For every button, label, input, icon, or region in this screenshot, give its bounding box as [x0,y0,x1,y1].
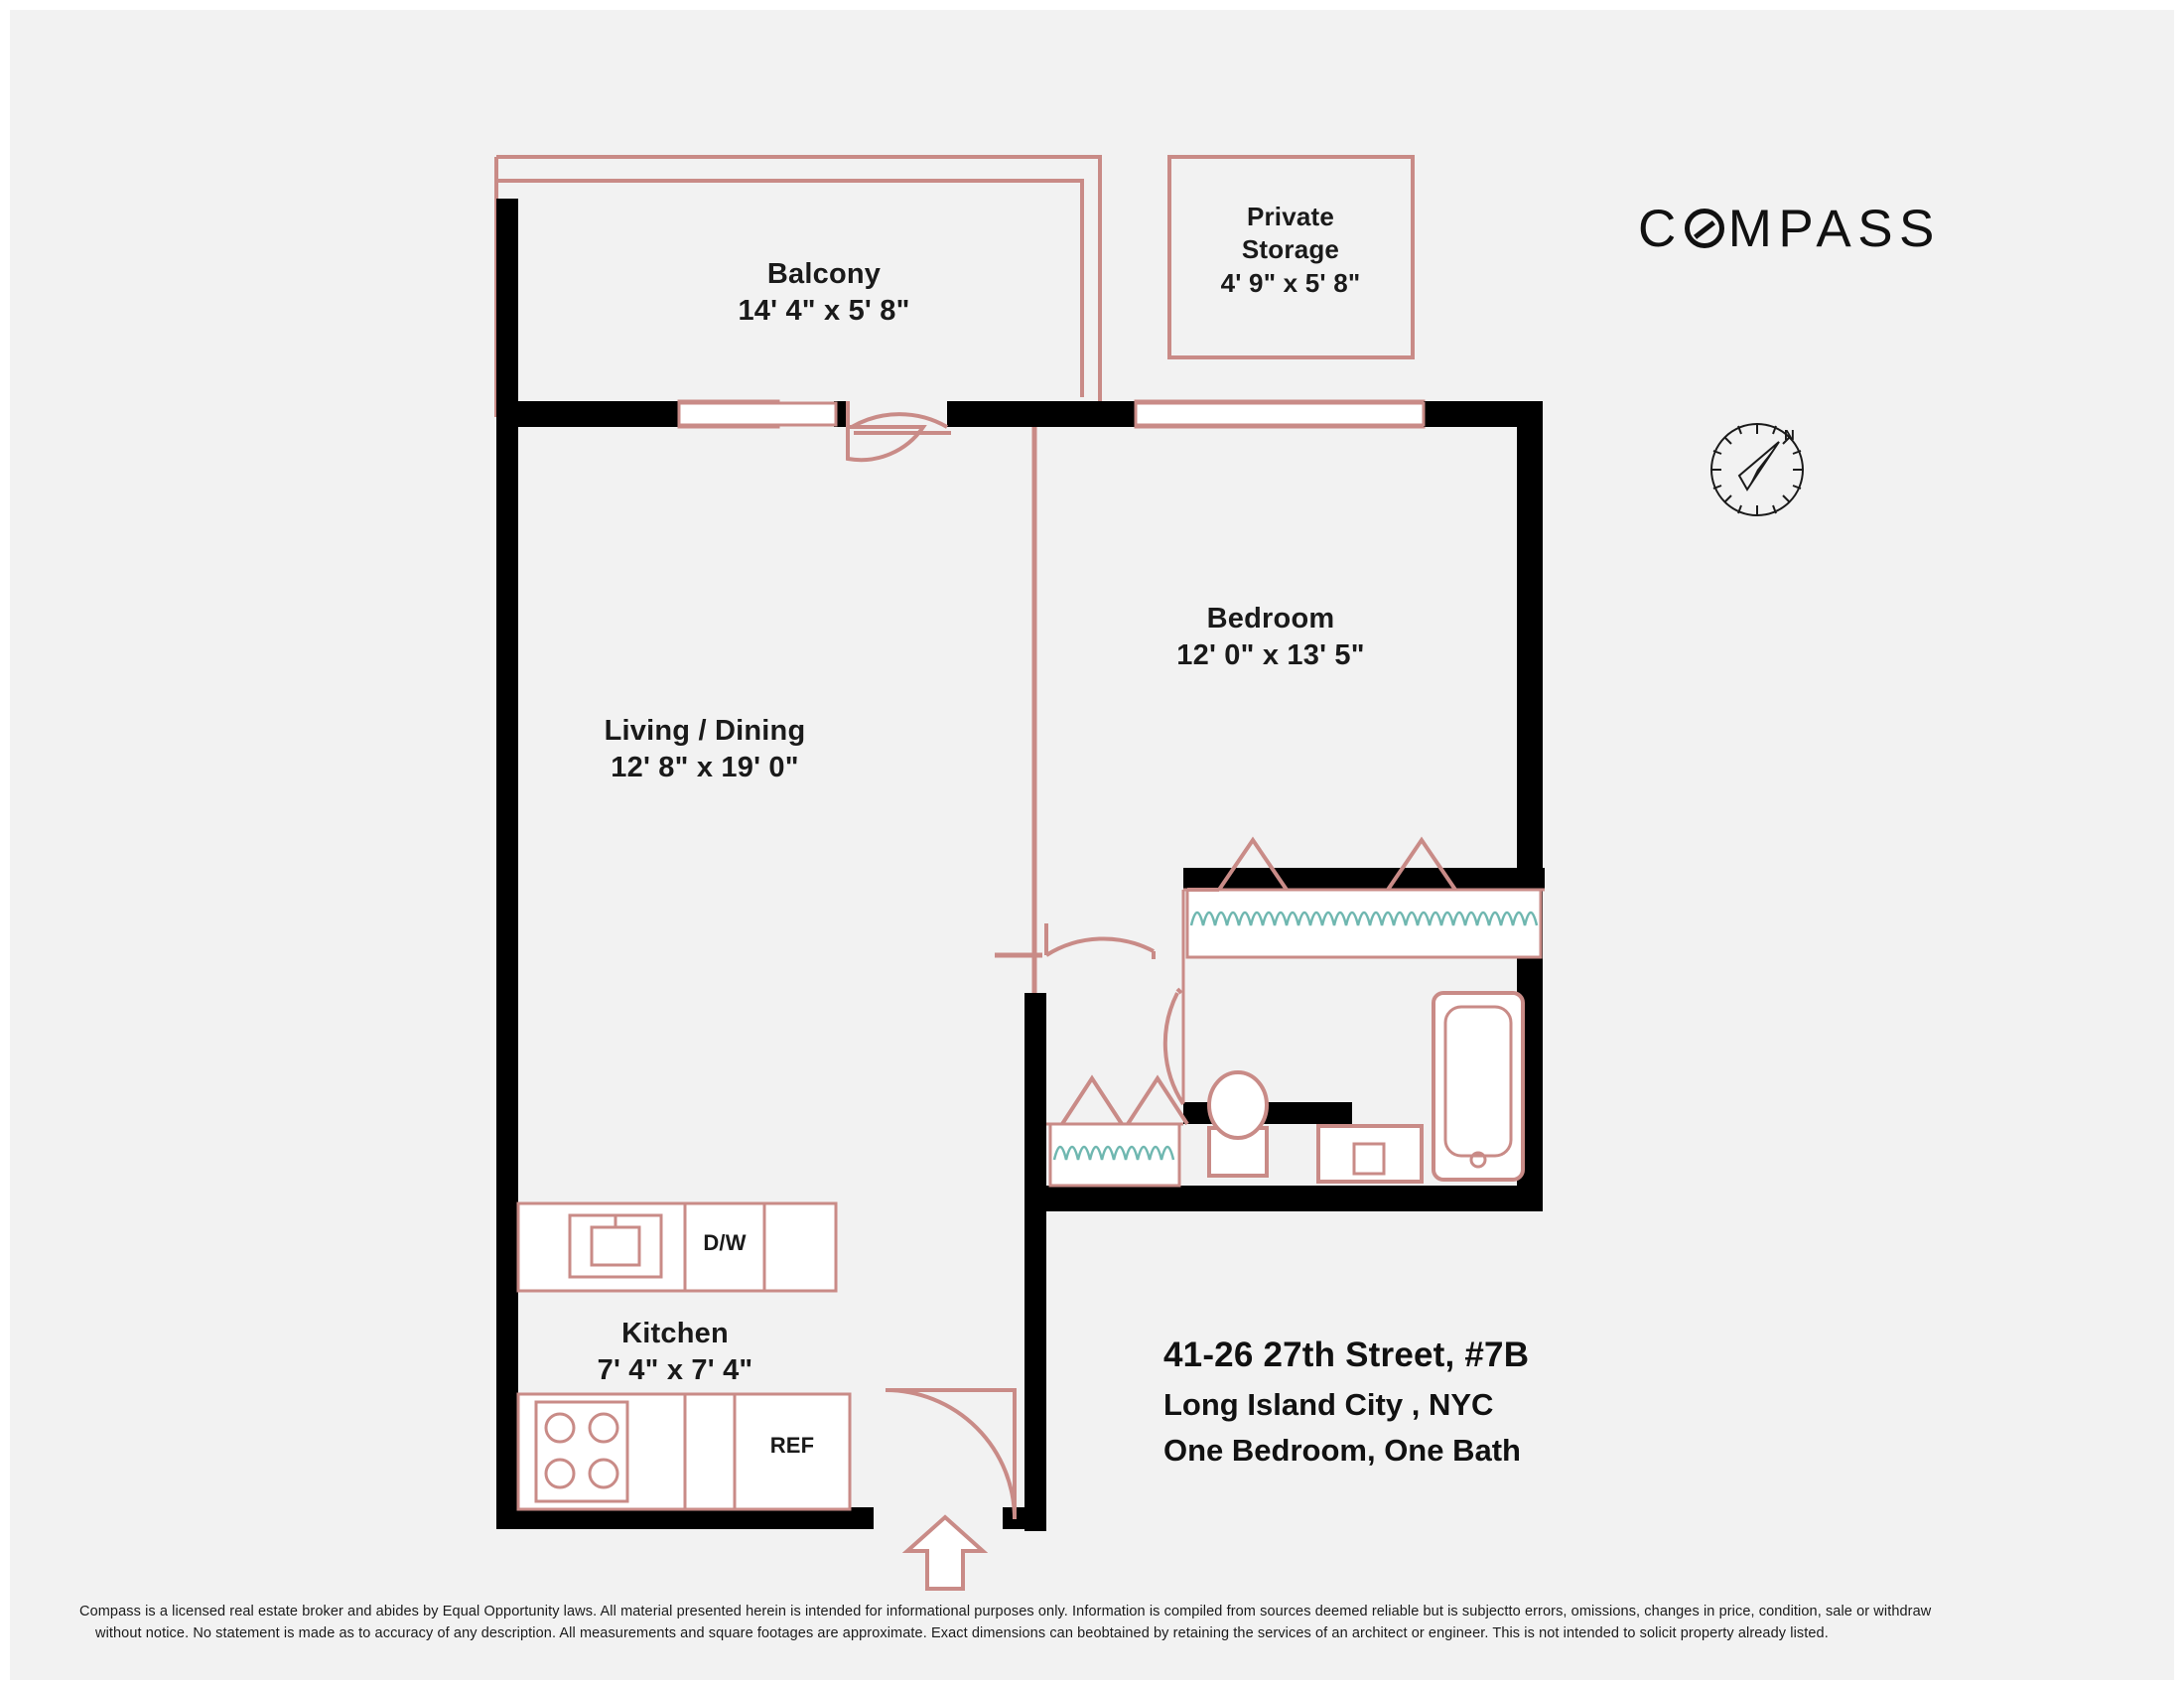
entry-arrow-icon [907,1517,983,1589]
dishwasher-text: D/W [703,1230,747,1255]
room-dimensions: 12' 8" x 19' 0" [611,752,799,784]
address-block [1163,1336,1529,1469]
compass-rose-icon [1700,412,1815,527]
address-line-3: One Bedroom, One Bath [1163,1433,1521,1468]
brand-text-rest: MPASS [1727,200,1941,258]
room-label-living-dining [496,713,913,786]
disclaimer-line-1: Compass is a licensed real estate broker and abides by Equal Opportunity laws. All material presented herein is intended for informational purposes only. Information is compiled from sources deemed reliable but is subjectto errors, omissions, changes in price, condition, sale or withdraw [79,1604,1932,1619]
room-dimensions: 7' 4" x 7' 4" [597,1354,753,1387]
brand-letter-c: C [1638,200,1683,258]
disclaimer-line-2: without notice. No statement is made as to accuracy of any description. All measurements and square footages are approximate. Exact dimensions can beobtained by retaining the services of an architect or engineer. This is not intended to solicit property already listed. [95,1625,1829,1642]
room-dimensions: 14' 4" x 5' 8" [738,295,910,328]
bedroom-closet [1187,840,1541,957]
doors [848,401,1183,1519]
room-label-bedroom [1082,601,1459,674]
room-label-kitchen [531,1316,819,1389]
compass-icon [1683,207,1728,252]
disclaimer [79,1601,2105,1645]
room-name-line2: Storage [1241,234,1340,265]
room-name-line1: Private [1246,202,1335,231]
compass-north-label: N [1784,427,1795,444]
hall-closet [1050,1078,1187,1186]
appliance-label-dishwasher [685,1229,764,1257]
room-name: Balcony [766,258,882,290]
room-dimensions: 4' 9" x 5' 8" [1220,267,1361,298]
room-name: Kitchen [621,1318,729,1349]
room-dimensions: 12' 0" x 13' 5" [1176,639,1365,672]
bathroom-fixtures [1209,993,1523,1182]
room-name: Bedroom [1206,603,1335,634]
room-label-balcony [665,256,983,330]
refrigerator-text: REF [769,1433,815,1458]
address-line-1: 41-26 27th Street, #7B [1163,1336,1530,1374]
address-line-2: Long Island City , NYC [1163,1387,1494,1422]
room-label-private-storage [1171,201,1410,300]
appliance-label-refrigerator [735,1432,850,1460]
room-name: Living / Dining [604,715,806,747]
compass-logo [1638,199,2055,258]
